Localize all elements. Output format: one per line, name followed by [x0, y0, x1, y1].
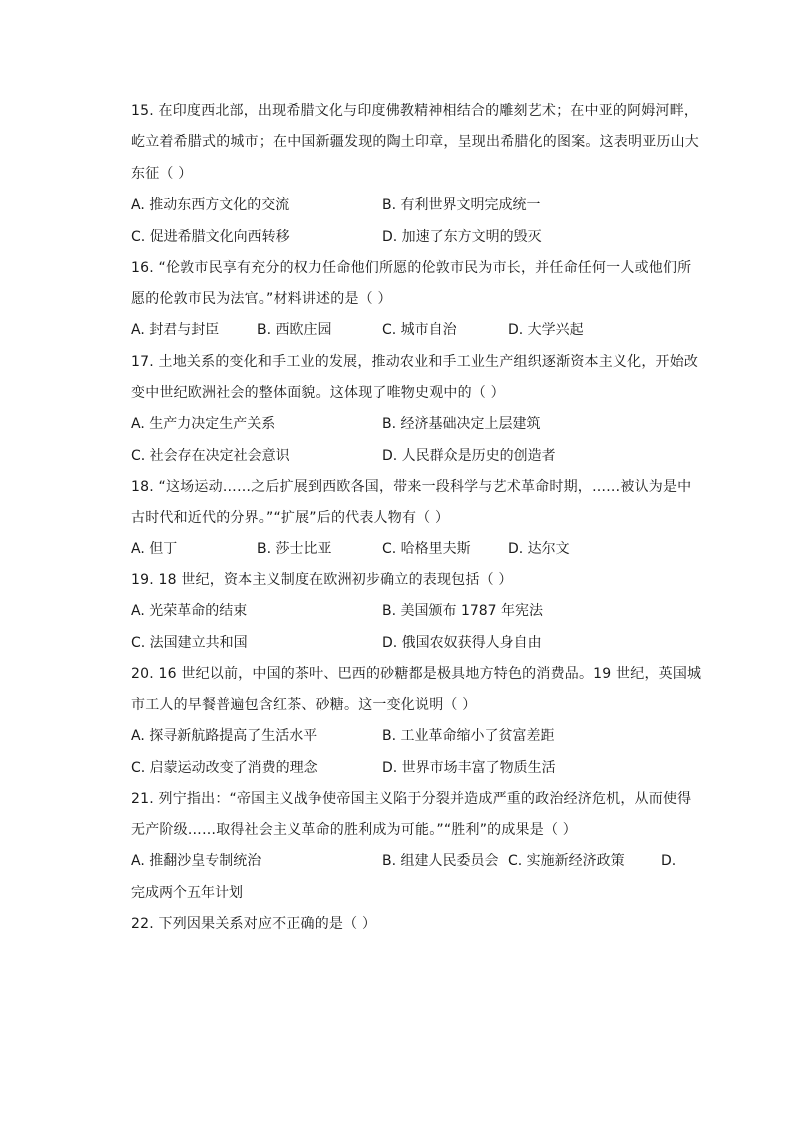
q18-stem-line-1: 18. “这场运动……之后扩展到西欧各国，带来一段科学与艺术革命时期，……被认为是中	[131, 479, 692, 495]
q16-stem-line-2: 愿的伦敦市民为法官。”材料讲述的是（ ）	[131, 291, 392, 307]
q15-option-b[interactable]: B. 有利世界文明完成统一	[382, 197, 541, 213]
q21-option-d-text[interactable]: 完成两个五年计划	[131, 885, 243, 901]
q15-stem-line-3: 东征（ ）	[131, 166, 193, 182]
q16-stem-line-1: 16. “伦敦市民享有充分的权力任命他们所愿的伦敦市民为市长，并任命任何一人或他们所	[131, 260, 692, 276]
q18-option-a[interactable]: A. 但丁	[131, 541, 178, 557]
q16-option-a[interactable]: A. 封君与封臣	[131, 322, 220, 338]
q20-stem-line-1: 20. 16 世纪以前，中国的茶叶、巴西的砂糖都是极具地方特色的消费品。19 世纪，英国城	[131, 666, 702, 682]
q17-option-a[interactable]: A. 生产力决定生产关系	[131, 416, 276, 432]
q21-option-b[interactable]: B. 组建人民委员会	[382, 853, 499, 869]
q21-stem-line-1: 21. 列宁指出：“帝国主义战争使帝国主义陷于分裂并造成严重的政治经济危机，从而使得	[131, 791, 692, 807]
q21-stem-line-2: 无产阶级……取得社会主义革命的胜利成为可能。”“胜利”的成果是（ ）	[131, 822, 578, 838]
q18-option-d[interactable]: D. 达尔文	[508, 541, 570, 557]
q20-option-d[interactable]: D. 世界市场丰富了物质生活	[382, 760, 556, 776]
q20-stem-line-2: 市工人的早餐普遍包含红茶、砂糖。这一变化说明（ ）	[131, 697, 477, 713]
q15-stem-line-2: 屹立着希腊式的城市；在中国新疆发现的陶土印章，呈现出希腊化的图案。这表明亚历山大	[131, 134, 699, 150]
q19-stem-line-1: 19. 18 世纪，资本主义制度在欧洲初步确立的表现包括（ ）	[131, 572, 513, 588]
q18-option-c[interactable]: C. 哈格里夫斯	[382, 541, 471, 557]
q21-option-d[interactable]: D.	[661, 853, 677, 869]
q16-option-b[interactable]: B. 西欧庄园	[257, 322, 332, 338]
q19-option-c[interactable]: C. 法国建立共和国	[131, 635, 248, 651]
q17-option-c[interactable]: C. 社会存在决定社会意识	[131, 448, 290, 464]
q16-option-c[interactable]: C. 城市自治	[382, 322, 457, 338]
q20-option-c[interactable]: C. 启蒙运动改变了消费的理念	[131, 760, 318, 776]
q19-option-b[interactable]: B. 美国颁布 1787 年宪法	[382, 603, 544, 619]
q18-stem-line-2: 古时代和近代的分界。”“扩展”后的代表人物有（ ）	[131, 510, 450, 526]
q20-option-b[interactable]: B. 工业革命缩小了贫富差距	[382, 728, 555, 744]
q17-stem-line-1: 17. 土地关系的变化和手工业的发展，推动农业和手工业生产组织逐渐资本主义化，开始改	[131, 354, 699, 370]
q20-option-a[interactable]: A. 探寻新航路提高了生活水平	[131, 728, 318, 744]
q21-option-c[interactable]: C. 实施新经济政策	[508, 853, 625, 869]
q18-option-b[interactable]: B. 莎士比亚	[257, 541, 332, 557]
q17-option-d[interactable]: D. 人民群众是历史的创造者	[382, 448, 556, 464]
q22-stem-line-1: 22. 下列因果关系对应不正确的是（ ）	[131, 916, 377, 932]
q19-option-a[interactable]: A. 光荣革命的结束	[131, 603, 248, 619]
q21-option-a[interactable]: A. 推翻沙皇专制统治	[131, 853, 262, 869]
q17-option-b[interactable]: B. 经济基础决定上层建筑	[382, 416, 541, 432]
q17-stem-line-2: 变中世纪欧洲社会的整体面貌。这体现了唯物史观中的（ ）	[131, 385, 505, 401]
q15-option-c[interactable]: C. 促进希腊文化向西转移	[131, 229, 290, 245]
q16-option-d[interactable]: D. 大学兴起	[508, 322, 584, 338]
q15-option-d[interactable]: D. 加速了东方文明的毁灭	[382, 229, 542, 245]
q19-option-d[interactable]: D. 俄国农奴获得人身自由	[382, 635, 542, 651]
q15-option-a[interactable]: A. 推动东西方文化的交流	[131, 197, 290, 213]
q15-stem-line-1: 15. 在印度西北部，出现希腊文化与印度佛教精神相结合的雕刻艺术；在中亚的阿姆河畔，	[131, 103, 699, 119]
